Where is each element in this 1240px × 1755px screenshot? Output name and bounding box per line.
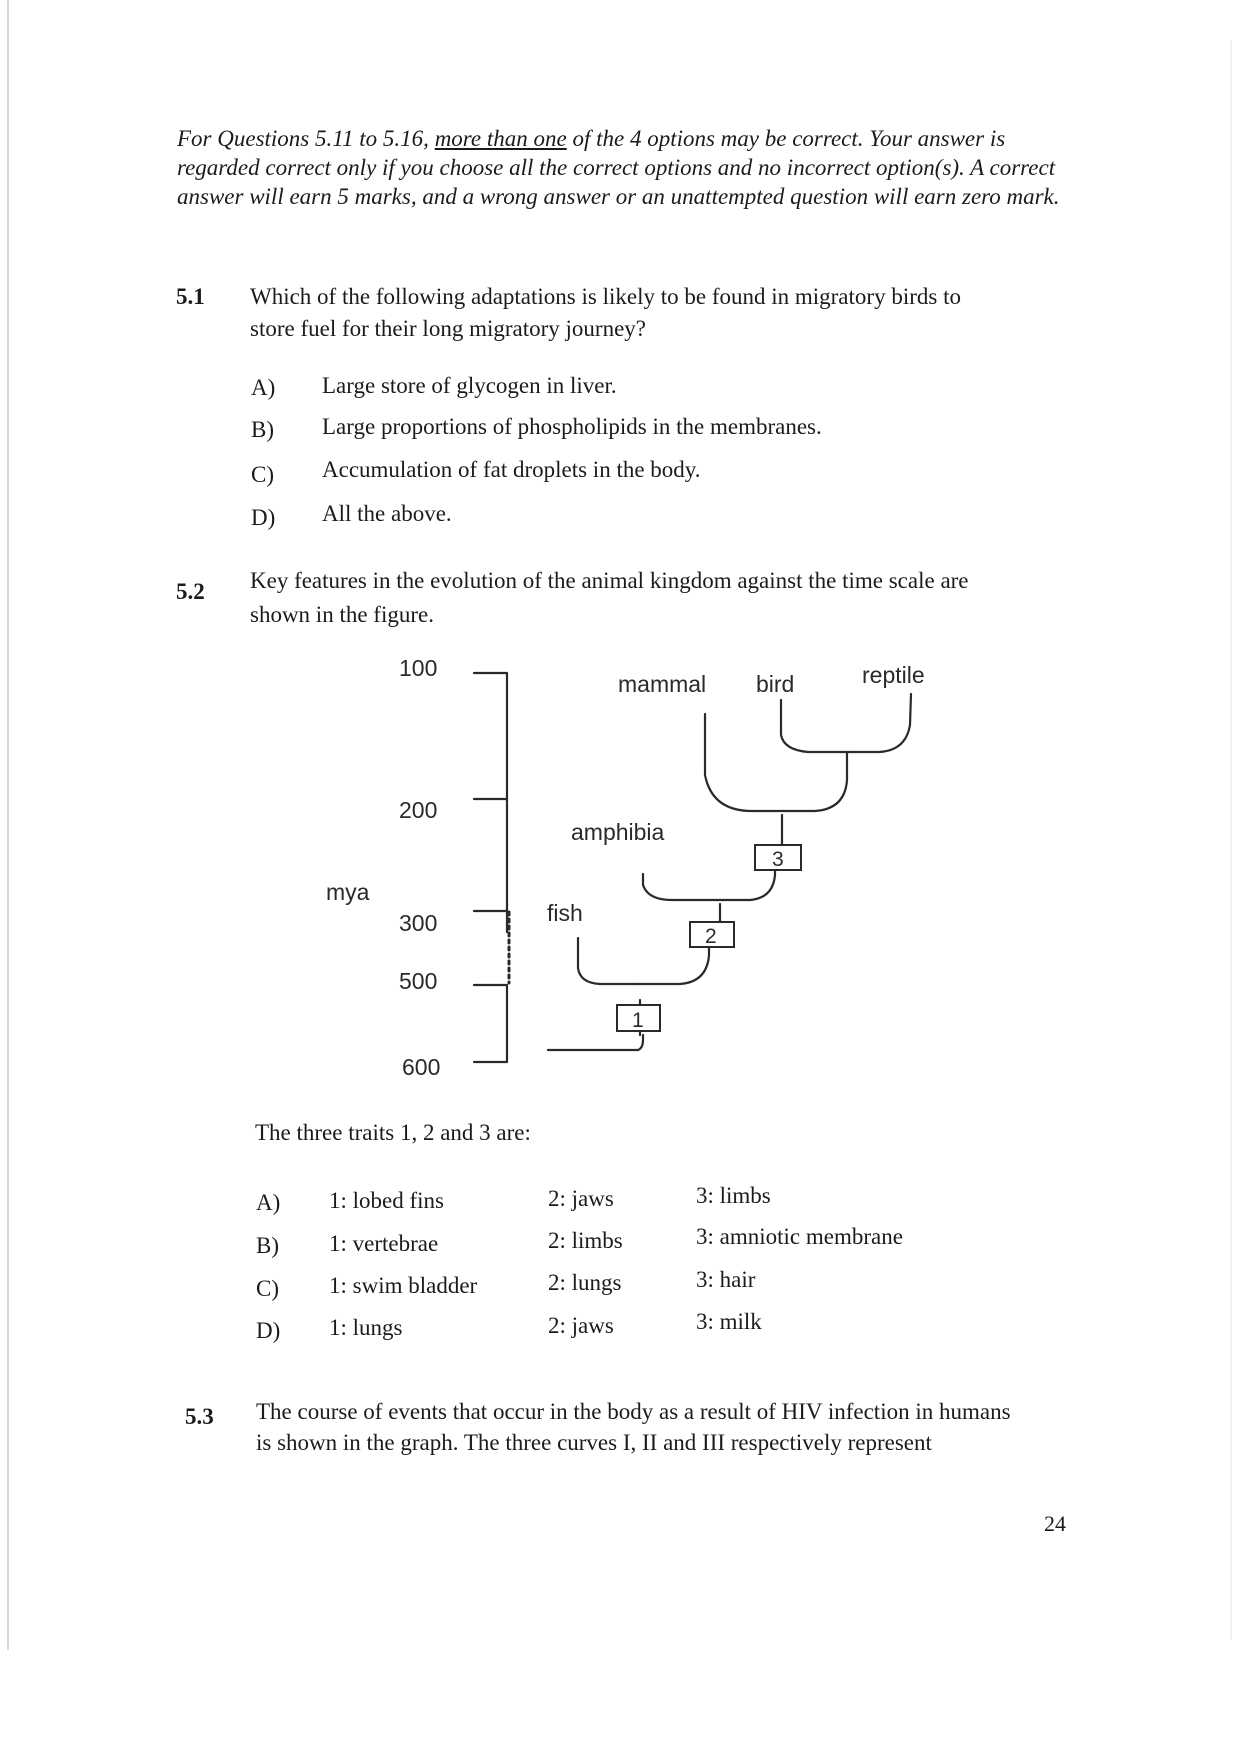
option-letter: A): [251, 375, 276, 400]
option-trait-2: 2: jaws: [548, 1313, 614, 1338]
reptile-branch: [848, 694, 911, 752]
taxon-label-fish: fish: [547, 900, 583, 926]
option-trait-3: 3: milk: [696, 1309, 762, 1334]
option-text: Large proportions of phospholipids in the membranes.: [322, 414, 822, 439]
time-scale-bracket-upper: [474, 673, 507, 932]
question-text-line: shown in the figure.: [250, 602, 434, 627]
option-trait-1: 1: lungs: [329, 1315, 403, 1340]
tick-label: 100: [399, 655, 438, 681]
node2-to-node3: [720, 870, 775, 900]
bird-reptile-to-node3: [782, 753, 847, 811]
question-text-line: store fuel for their long migratory journey?: [250, 316, 646, 341]
question-text-line: Which of the following adaptations is likely to be found in migratory birds to: [250, 284, 961, 309]
instructions-text-rest: of the 4 options may be correct. Your answer is regarded correct only if you choose all the correct options and no incorrect option(s). A correct answer will earn 5 marks, and a wrong answer or an unattempted question will earn zero mark.: [177, 126, 1060, 209]
option-text: Accumulation of fat droplets in the body.: [322, 457, 701, 482]
option-letter: B): [256, 1233, 279, 1258]
tick-label: 300: [399, 910, 438, 936]
option-letter: C): [251, 462, 274, 487]
option-trait-3: 3: hair: [696, 1267, 756, 1292]
tick-label: 200: [399, 797, 438, 823]
option-trait-1: 1: vertebrae: [329, 1231, 439, 1256]
bird-branch: [781, 700, 848, 752]
tick-label: 600: [402, 1054, 441, 1080]
option-text: Large store of glycogen in liver.: [322, 373, 617, 398]
option-letter: A): [256, 1190, 281, 1215]
tick-label: 500: [399, 968, 438, 994]
question-number: 5.2: [176, 579, 205, 604]
fish-branch: [578, 938, 637, 984]
question-number: 5.3: [185, 1404, 214, 1429]
trait-number-2: 2: [705, 925, 717, 948]
taxon-label-amphibia: amphibia: [571, 819, 665, 845]
node1-to-node2: [637, 943, 709, 984]
option-letter: D): [251, 505, 276, 530]
instructions-underlined: more than one: [434, 126, 567, 151]
option-trait-2: 2: lungs: [548, 1270, 622, 1295]
question-text-line: Key features in the evolution of the animal kingdom against the time scale are: [250, 568, 969, 593]
trait-number-3: 3: [772, 848, 784, 871]
option-letter: B): [251, 417, 274, 442]
option-trait-1: 1: lobed fins: [329, 1188, 444, 1213]
question-text-line: The course of events that occur in the body as a result of HIV infection in humans: [256, 1399, 1011, 1424]
option-letter: C): [256, 1276, 279, 1301]
page-number: 24: [1044, 1511, 1066, 1536]
option-trait-2: 2: jaws: [548, 1186, 614, 1211]
traits-prompt: The three traits 1, 2 and 3 are:: [255, 1120, 531, 1145]
instructions-text: For Questions 5.11 to 5.16,: [177, 126, 435, 151]
mammal-branch: [705, 714, 782, 811]
option-trait-3: 3: amniotic membrane: [696, 1224, 903, 1249]
axis-label-mya: mya: [326, 879, 370, 905]
question-text-line: is shown in the graph. The three curves I, II and III respectively represent: [256, 1430, 932, 1455]
option-trait-3: 3: limbs: [696, 1183, 771, 1208]
option-text: All the above.: [322, 501, 452, 526]
option-letter: D): [256, 1318, 281, 1343]
time-scale-bracket-lower: [474, 986, 507, 1062]
question-number: 5.1: [176, 284, 205, 309]
taxon-label-mammal: mammal: [618, 671, 707, 697]
root-branch: [548, 1035, 643, 1050]
taxon-label-reptile: reptile: [862, 662, 925, 688]
option-trait-1: 1: swim bladder: [329, 1273, 478, 1298]
trait-number-1: 1: [632, 1009, 644, 1032]
option-trait-2: 2: limbs: [548, 1228, 623, 1253]
amphibia-branch: [643, 874, 720, 900]
taxon-label-bird: bird: [756, 671, 795, 697]
